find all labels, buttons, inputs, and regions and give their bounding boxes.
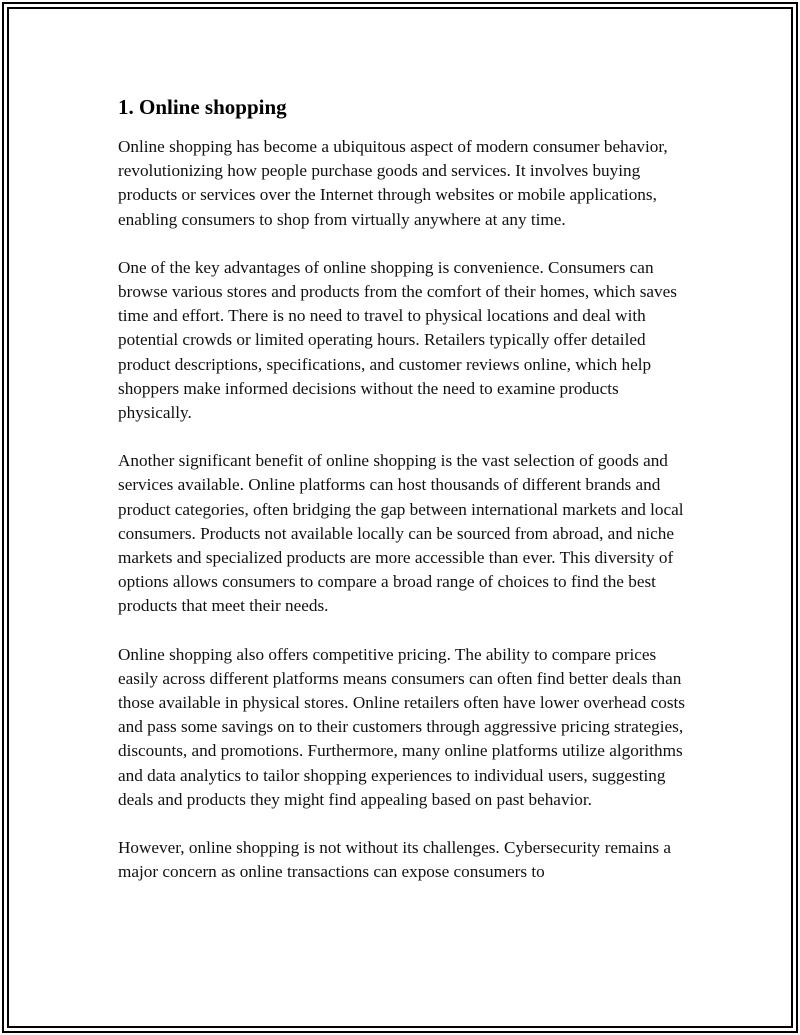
section-heading: 1. Online shopping xyxy=(118,95,287,119)
paragraph-pricing: Online shopping also offers competitive pricing. The ability to compare prices easily across different platforms means consumers can often find better deals than those available in physical stores. Online retailers often have lower overhead costs and pass some savings on to their customers through aggressive pricing strategies, discounts, and promotions. Furthermore, many online platforms utilize algorithms and data analytics to tailor shopping experiences to individual users, suggesting deals and products they might find appealing based on past behavior. xyxy=(118,644,685,809)
paragraph-convenience: One of the key advantages of online shopping is convenience. Consumers can browse various stores and products from the comfort of their homes, which saves time and effort. There is no need to travel to physical locations and deal with potential crowds or limited operating hours. Retailers typically offer detailed product descriptions, specifications, and customer reviews online, which help shoppers make informed decisions without the need to examine products physically. xyxy=(118,257,677,423)
paragraph-challenges: However, online shopping is not without its challenges. Cybersecurity remains a major concern as online transactions can expose consumers to xyxy=(118,838,672,882)
paragraph-intro: Online shopping has become a ubiquitous aspect of modern consumer behavior, revolutionizing how people purchase goods and services. It involves buying products or services over the Internet through websites or mobile applications, enabling consumers to shop from virtually anywhere at any time. xyxy=(118,137,668,229)
paragraph-selection: Another significant benefit of online shopping is the vast selection of goods and services available. Online platforms can host thousands of different brands and product categories, often bridging the gap between international markets and local consumers. Products not available locally can be sourced from abroad, and niche markets and specialized products are more accessible than ever. This diversity of options allows consumers to compare a broad range of choices to find the best products that meet their needs. xyxy=(118,451,684,616)
document-body xyxy=(118,93,690,908)
